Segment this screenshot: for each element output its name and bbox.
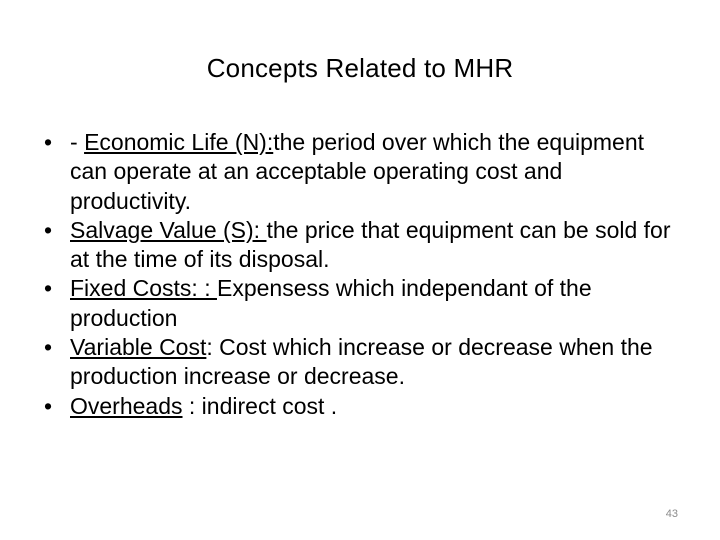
term-overheads: Overheads [70, 392, 183, 419]
page-number: 43 [665, 508, 678, 520]
bullet-icon: • [44, 129, 53, 155]
bullet-icon: • [44, 216, 53, 243]
term-salvage-value: Salvage Value (S): [70, 216, 267, 243]
bullet-prefix: - [70, 129, 85, 155]
bullet-icon: • [44, 392, 53, 419]
bullet-icon: • [44, 334, 53, 361]
definition-fixed-costs: Expensess which independant of the production [70, 275, 592, 331]
bullet-list [44, 128, 684, 421]
term-economic-life: Economic Life (N): [84, 129, 274, 155]
definition-economic-life: the period over which the equipment can operate at an acceptable operating cost and productivity. [70, 129, 645, 214]
bullet-economic-life [44, 128, 684, 216]
bullet-salvage-value [44, 216, 684, 275]
definition-salvage-value: the price that equipment can be sold for at the time of its disposal. [70, 216, 671, 273]
term-variable-cost: Variable Cost [70, 334, 207, 361]
bullet-overheads [44, 392, 684, 421]
bullet-icon: • [44, 275, 53, 302]
bullet-fixed-costs [44, 274, 684, 333]
bullet-variable-cost [44, 333, 684, 392]
slide-title: Concepts Related to MHR [206, 53, 514, 83]
definition-variable-cost: : Cost which increase or decrease when the production increase or decrease. [70, 334, 653, 390]
definition-overheads: : indirect cost . [182, 392, 338, 419]
term-fixed-costs: Fixed Costs: : [70, 275, 217, 302]
